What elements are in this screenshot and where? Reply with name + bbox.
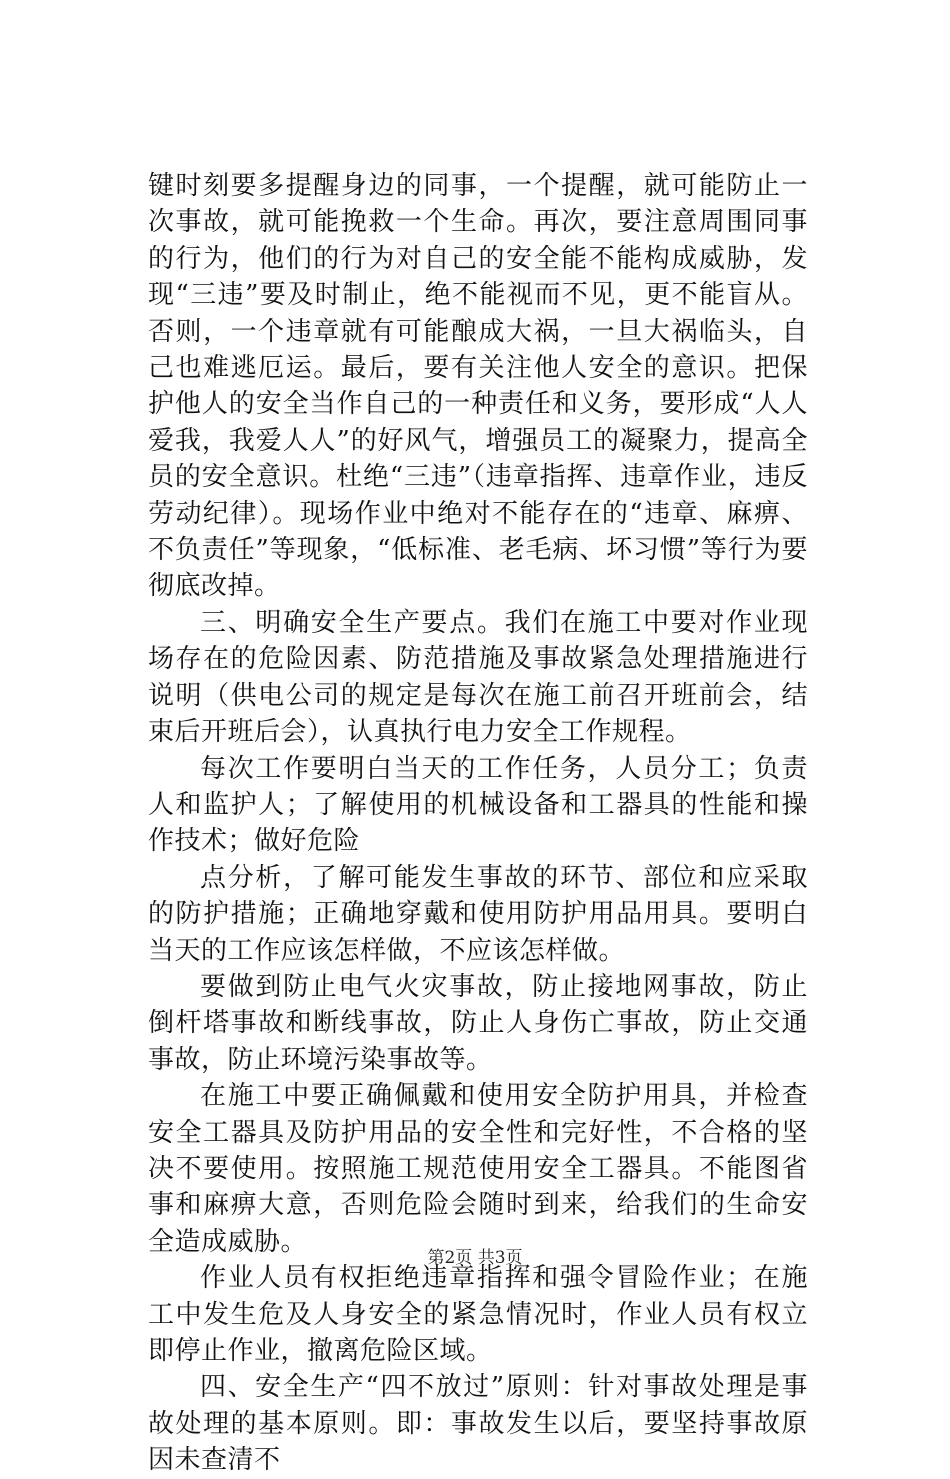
paragraph-3: 每次工作要明白当天的工作任务，人员分工；负责人和监护人；了解使用的机械设备和工器具的性能和操作技术；做好危险: [148, 753, 808, 857]
paragraph-7: 作业人员有权拒绝违章指挥和强令冒险作业；在施工中发生危及人身安全的紧急情况时，作业人员有权立即停止作业，撤离危险区域。: [148, 1263, 808, 1366]
document-body: [148, 168, 808, 1479]
page-number-label: 第2页 共3页: [427, 1248, 523, 1268]
paragraph-6: 在施工中要正确佩戴和使用安全防护用具，并检查安全工器具及防护用品的安全性和完好性，不合格的坚决不要使用。按照施工规范使用安全工器具。不能图省事和麻痹大意，否则危险会随时到来，给我们的生命安全造成威胁。: [148, 1081, 808, 1257]
paragraph-1: 键时刻要多提醒身边的同事，一个提醒，就可能防止一次事故，就可能挽救一个生命。再次，要注意周围同事的行为，他们的行为对自己的安全能不能构成威胁，发现“三违”要及时制止，绝不能视而不见，更不能盲从。否则，一个违章就有可能酿成大祸，一旦大祸临头，自己也难逃厄运。最后，要有关注他人安全的意识。把保护他人的安全当作自己的一种责任和义务，要形成“人人爱我，我爱人人”的好风气，增强员工的凝聚力，提高全员的安全意识。杜绝“三违”（违章指挥、违章作业，违反劳动纪律）。现场作业中绝对不能存在的“违章、麻痹、不负责任”等现象，“低标准、老毛病、坏习惯”等行为要彻底改掉。: [148, 171, 808, 602]
paragraph-5: 要做到防止电气火灾事故，防止接地网事故，防止倒杆塔事故和断线事故，防止人身伤亡事故，防止交通事故，防止环境污染事故等。: [148, 971, 808, 1075]
paragraph-4: 点分析，了解可能发生事故的环节、部位和应采取的防护措施；正确地穿戴和使用防护用品用具。要明白当天的工作应该怎样做，不应该怎样做。: [148, 862, 808, 966]
paragraph-8: 四、安全生产“四不放过”原则：针对事故处理是事故处理的基本原则。即：事故发生以后，要坚持事故原因未查清不: [148, 1372, 808, 1476]
page-footer: [0, 1247, 950, 1269]
paragraph-2: 三、明确安全生产要点。我们在施工中要对作业现场存在的危险因素、防范措施及事故紧急处理措施进行说明（供电公司的规定是每次在施工前召开班前会，结束后开班后会），认真执行电力安全工作规程。: [148, 607, 808, 748]
